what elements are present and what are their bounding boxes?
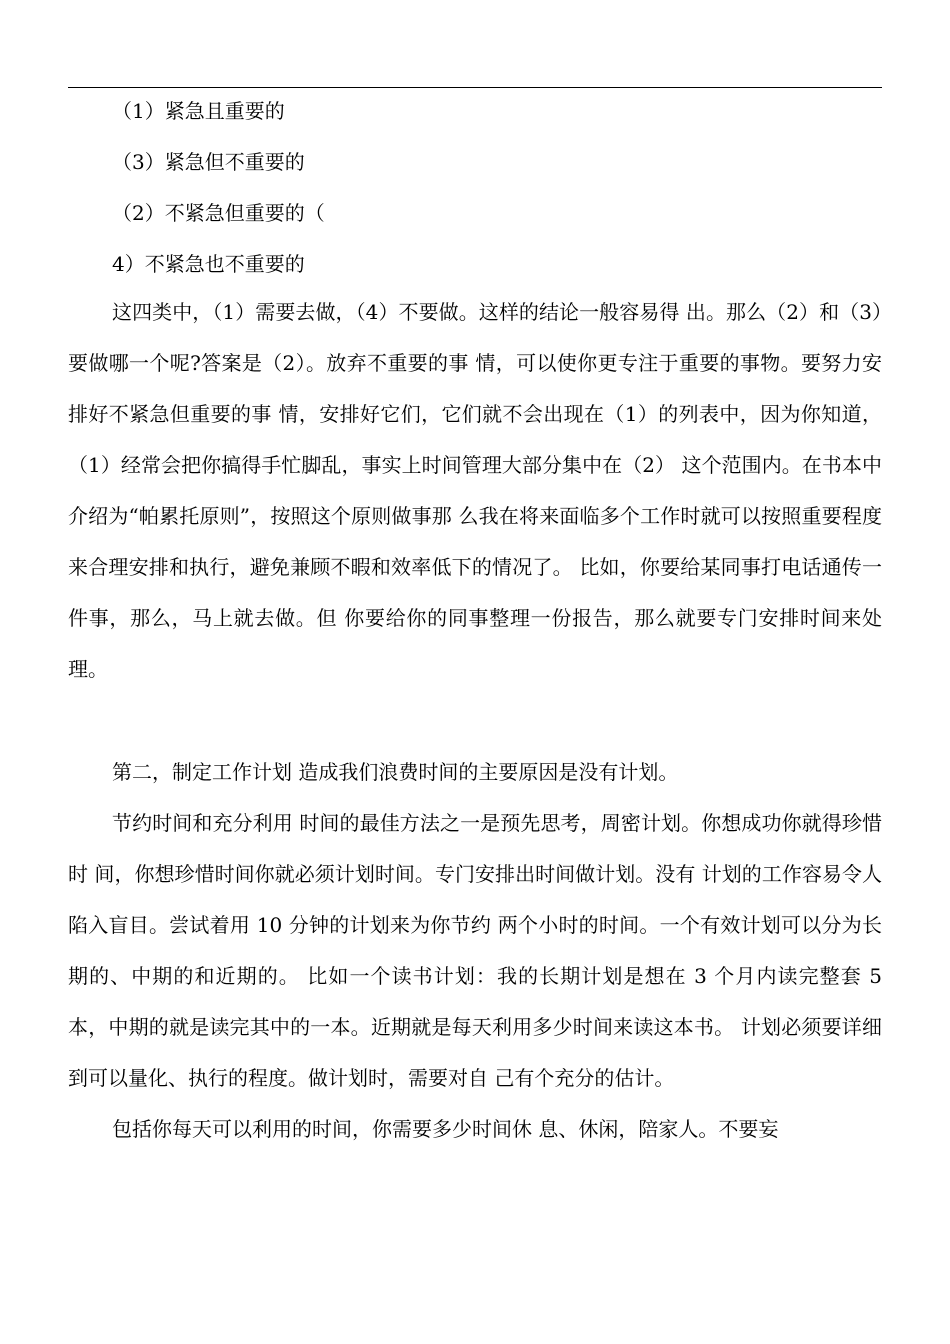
list-item-not-urgent-not-important: 4）不紧急也不重要的	[112, 252, 305, 276]
body-section-priorities	[68, 287, 882, 695]
list-item-urgent-not-important: （3）紧急但不重要的	[112, 150, 305, 174]
list-item-not-urgent-important: （2）不紧急但重要的（	[112, 201, 325, 225]
paragraph-daily-time: 包括你每天可以利用的时间，你需要多少时间休 息、休闲，陪家人。不要妄	[112, 1117, 779, 1141]
list-item-urgent-important: （1）紧急且重要的	[112, 99, 285, 123]
header-rule	[68, 87, 882, 88]
body-section-planning	[68, 747, 882, 1155]
paragraph-priority-analysis: 这四类中，（1）需要去做，（4）不要做。这样的结论一般容易得 出。那么（2）和（3）要做哪一个呢?答案是（2）。放弃不重要的事 情，可以使你更专注于重要的事物。要努力安排好不紧急但重要的事 情，安排好它们，它们就不会出现在（1）的列表中，因为你知道， （1）经常会把你搞得手忙脚乱，事实上时间管理大部分集中在（2） 这个范围内。在书本中介绍为“帕累托原则”，按照这个原则做事那 么我在将来面临多个工作时就可以按照重要程度来合理安排和执行，避免兼顾不暇和效率低下的情况了。 比如，你要给某同事打电话通传一件事，那么，马上就去做。但 你要给你的同事整理一份报告，那么就要专门安排时间来处理。	[68, 300, 882, 681]
paragraph-second-point: 第二，制定工作计划 造成我们浪费时间的主要原因是没有计划。	[112, 760, 679, 784]
paragraph-planning-method: 节约时间和充分利用 时间的最佳方法之一是预先思考，周密计划。你想成功你就得珍惜时 间，你想珍惜时间你就必须计划时间。专门安排出时间做计划。没有 计划的工作容易令人陷入盲目。尝试着用 10 分钟的计划来为你节约 两个小时的时间。一个有效计划可以分为长期的、中期的和近期的。 比如一个读书计划：我的长期计划是想在 3 个月内读完整套 5 本，中期的就是读完其中的一本。近期就是每天利用多少时间来读这本书。 计划必须要详细到可以量化、执行的程度。做计划时，需要对自 己有个充分的估计。	[68, 811, 882, 1090]
